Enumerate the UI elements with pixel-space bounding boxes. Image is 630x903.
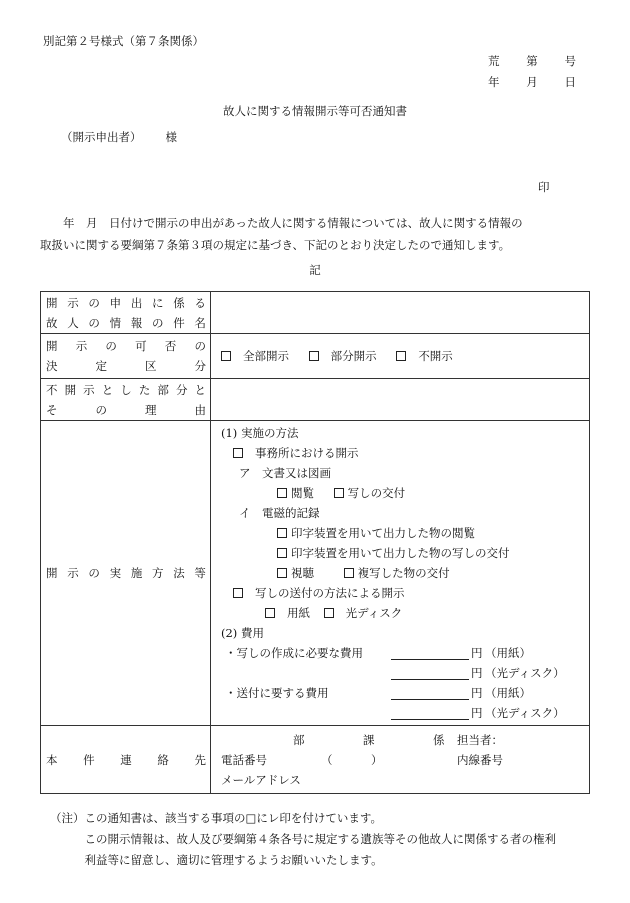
- fee-copy-label: ・写しの作成に必要な費用: [225, 646, 363, 660]
- issue-date: [488, 77, 576, 89]
- label-char: の: [88, 315, 100, 330]
- method-mail-label: 写しの送付の方法による開示: [255, 586, 405, 600]
- label-char: 開: [64, 382, 77, 397]
- label-char: 実: [109, 566, 122, 580]
- label-char: 等: [194, 566, 206, 580]
- fee-mail-disc-row: [221, 703, 589, 723]
- label-method: [41, 421, 211, 726]
- label-char: る: [194, 295, 206, 310]
- checkbox-watch-listen[interactable]: [277, 568, 287, 578]
- label-char: 本: [46, 752, 58, 767]
- label-char: 分: [194, 359, 206, 373]
- fee-mail-paper-blank[interactable]: [391, 685, 469, 700]
- row-nondisclosure-reason: [41, 379, 590, 421]
- label-line: [46, 750, 206, 770]
- method-office-label: 事務所における開示: [255, 446, 359, 460]
- checkbox-mail-disc[interactable]: [324, 608, 334, 618]
- contact-extension-label: 内線番号: [457, 752, 503, 767]
- row-contact: [41, 726, 590, 794]
- value-decision: [211, 334, 590, 379]
- label-char: の: [105, 339, 117, 353]
- method-mail-options: [221, 603, 589, 623]
- fee-copy-paper-row: [221, 643, 589, 663]
- checkbox-partial-disclosure[interactable]: [309, 351, 319, 361]
- label-char: 法: [173, 566, 185, 580]
- label-line: [46, 293, 206, 313]
- label-char: 理: [145, 402, 157, 417]
- fee-heading: (2) 費用: [221, 626, 264, 640]
- document-number: [488, 56, 576, 68]
- label-char: 開: [46, 339, 58, 353]
- option-print-view: 印字装置を用いて出力した物の閲覧: [291, 526, 475, 540]
- value-nondisclosure-reason[interactable]: [211, 379, 590, 421]
- note-2: この開示情報は、故人及び要綱第４条各号に規定する遺族等その他故人に関係する者の権利: [50, 832, 556, 846]
- fee-kind-disc: （光ディスク）: [485, 666, 565, 680]
- contact-dept-row: [221, 730, 589, 750]
- label-decision: [41, 334, 211, 379]
- label-char: 申: [109, 295, 122, 310]
- option-view: 閲覧: [291, 486, 314, 500]
- label-line: [46, 356, 206, 376]
- method-i-option3-row: [221, 563, 589, 583]
- method-i-label: イ 電磁的記録: [239, 506, 320, 520]
- label-char: 不: [46, 382, 58, 397]
- row-method: [41, 421, 590, 726]
- label-char: に: [152, 295, 164, 310]
- yen-unit: 円: [471, 646, 483, 660]
- label-char: の: [88, 295, 100, 310]
- checkbox-non-disclosure[interactable]: [396, 351, 406, 361]
- label-char: と: [194, 382, 206, 397]
- doc-no-go: 号: [564, 54, 576, 68]
- label-char: 連: [120, 752, 132, 767]
- label-char: 定: [95, 359, 107, 373]
- label-char: 示: [83, 382, 95, 397]
- value-request-subject[interactable]: [211, 292, 590, 334]
- decision-options: [221, 346, 589, 366]
- label-char: そ: [46, 402, 58, 417]
- method-mail-row: [221, 583, 589, 603]
- label-nondisclosure-reason: [41, 379, 211, 421]
- fee-mail-disc-blank[interactable]: [391, 705, 469, 720]
- contact-bu: 部: [293, 732, 305, 747]
- contact-paren-open: （: [321, 752, 333, 767]
- addressee-honorific: 様: [165, 130, 177, 144]
- body-paragraph: [40, 212, 590, 256]
- label-char: 可: [135, 339, 147, 353]
- yen-unit: 円: [471, 686, 483, 700]
- label-char: 開: [46, 295, 58, 310]
- fee-copy-disc-row: [221, 663, 589, 683]
- fee-kind-paper: （用紙）: [485, 686, 531, 700]
- label-char: の: [88, 566, 100, 580]
- label-char: 部: [157, 382, 169, 397]
- label-char: 方: [152, 566, 164, 580]
- label-char: 示: [67, 566, 79, 580]
- fee-mail-paper-row: [221, 683, 589, 703]
- label-char: 示: [75, 339, 88, 353]
- label-char: 区: [145, 359, 157, 373]
- checkbox-mail[interactable]: [233, 588, 243, 598]
- option-print-copy: 印字装置を用いて出力した物の写しの交付: [291, 546, 510, 560]
- doc-no-prefix: 荒: [488, 54, 500, 68]
- label-char: 施: [130, 566, 143, 580]
- fee-mail-label: ・送付に要する費用: [225, 686, 329, 700]
- checkbox-print-view[interactable]: [277, 528, 287, 538]
- label-char: 分: [175, 382, 188, 397]
- value-method: [211, 421, 590, 726]
- doc-no-dai: 第: [526, 54, 538, 68]
- option-non-disclosure: 不開示: [418, 349, 453, 363]
- label-request-subject: [41, 292, 211, 334]
- addressee-label: （開示申出者）: [61, 130, 142, 144]
- label-char: し: [120, 382, 132, 397]
- method-i-option1-row: [221, 523, 589, 543]
- checkbox-full-disclosure[interactable]: [221, 351, 231, 361]
- body-line-2: 取扱いに関する要綱第７条第３項の規定に基づき、下記のとおり決定したので通知します。: [40, 238, 511, 252]
- method-a-options: [221, 483, 589, 503]
- fee-copy-disc-blank[interactable]: [391, 665, 469, 680]
- contact-kakari: 係: [433, 732, 445, 747]
- notes: [50, 808, 610, 871]
- label-char: の: [95, 402, 107, 417]
- value-contact: [211, 726, 590, 794]
- option-watch-listen: 視聴: [291, 566, 314, 580]
- option-mail-paper: 用紙: [287, 606, 310, 620]
- label-char: 示: [67, 295, 79, 310]
- label-line: [46, 380, 206, 400]
- label-char: 件: [83, 752, 95, 767]
- label-line: [46, 313, 206, 333]
- yen-unit: 円: [471, 666, 483, 680]
- label-char: の: [152, 315, 164, 330]
- checkbox-duplicate-delivery[interactable]: [344, 568, 354, 578]
- body-line-1: 年 月 日付けで開示の申出があった故人に関する情報については、故人に関する情報の: [40, 216, 523, 230]
- label-char: 人: [67, 315, 79, 330]
- label-char: の: [194, 339, 206, 353]
- label-char: 先: [194, 752, 206, 767]
- label-contact: [41, 726, 211, 794]
- label-char: 係: [173, 295, 185, 310]
- label-line: [46, 336, 206, 356]
- fee-kind-disc: （光ディスク）: [485, 706, 565, 720]
- row-request-subject: [41, 292, 590, 334]
- checkbox-copy-delivery[interactable]: [334, 488, 344, 498]
- checkbox-mail-paper[interactable]: [265, 608, 275, 618]
- method-i-option2-row: [221, 543, 589, 563]
- method-heading: (1) 実施の方法: [221, 426, 299, 440]
- label-char: 故: [46, 315, 58, 330]
- label-char: 否: [164, 339, 177, 353]
- date-month: 月: [526, 75, 538, 89]
- contact-ka: 課: [363, 732, 375, 747]
- checkbox-office[interactable]: [233, 448, 243, 458]
- label-line: [46, 400, 206, 420]
- document-title: 故人に関する情報開示等可否通知書: [223, 104, 407, 118]
- label-char: 決: [46, 359, 58, 373]
- label-char: 開: [46, 566, 58, 580]
- date-year: 年: [488, 75, 500, 89]
- addressee: [61, 132, 177, 144]
- label-char: 報: [130, 315, 143, 330]
- checkbox-print-copy[interactable]: [277, 548, 287, 558]
- date-day: 日: [564, 75, 576, 89]
- note-3: 利益等に留意し、適切に管理するようお願いいたします。: [50, 853, 383, 867]
- contact-email-row: [221, 770, 589, 790]
- label-char: 名: [194, 315, 206, 330]
- label-char: と: [101, 382, 114, 397]
- form-label: 別記第２号様式（第７条関係）: [43, 34, 204, 48]
- checkbox-view[interactable]: [277, 488, 287, 498]
- contact-person: 担当者：: [457, 732, 503, 747]
- row-decision: [41, 334, 590, 379]
- label-char: 件: [173, 315, 185, 330]
- method-a-label: ア 文書又は図画: [239, 466, 331, 480]
- label-line: [46, 563, 206, 583]
- ki-heading: 記: [309, 263, 321, 277]
- note-1: （注）この通知書は、該当する事項の□にレ印を付けています。: [50, 811, 382, 825]
- yen-unit: 円: [471, 706, 483, 720]
- option-duplicate-delivery: 複写した物の交付: [357, 566, 450, 580]
- method-office-row: [221, 443, 589, 463]
- label-char: 絡: [157, 752, 169, 767]
- contact-email-label: メールアドレス: [221, 772, 301, 787]
- option-full-disclosure: 全部開示: [243, 349, 289, 363]
- contact-paren-close: ）: [371, 752, 383, 767]
- fee-copy-paper-blank[interactable]: [391, 645, 469, 660]
- label-char: た: [138, 382, 151, 397]
- contact-phone-row: [221, 750, 589, 770]
- option-mail-disc: 光ディスク: [345, 606, 403, 620]
- option-partial-disclosure: 部分開示: [330, 349, 377, 363]
- label-char: 由: [194, 402, 206, 417]
- label-char: 出: [130, 295, 143, 310]
- option-copy-delivery: 写しの交付: [347, 486, 406, 500]
- fee-kind-paper: （用紙）: [485, 646, 531, 660]
- contact-phone-label: 電話番号: [221, 752, 267, 767]
- label-char: 情: [109, 315, 122, 330]
- notice-table: [40, 291, 590, 794]
- seal-mark: 印: [538, 180, 550, 194]
